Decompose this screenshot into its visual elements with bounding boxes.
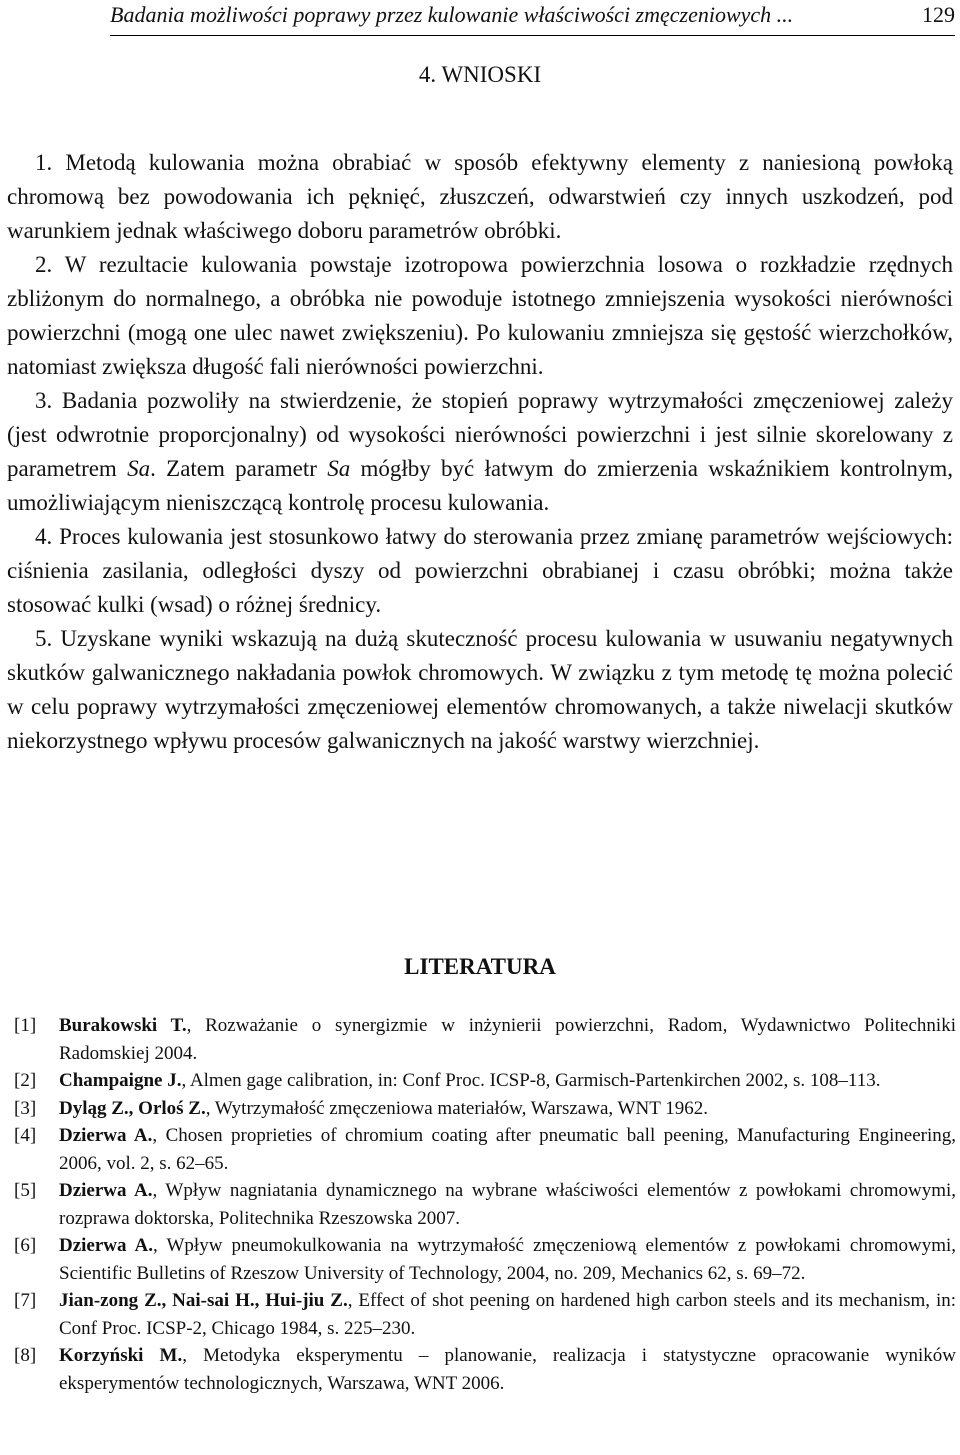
conclusion-2: 2. W rezultacie kulowania powstaje izotropowa powierzchnia losowa o rozkładzie rzędnych zbliżonym do normalnego, a obróbka nie powoduje istotnego zmniejszenia wysokości nierówności powierzchni (mogą one ulec nawet zwiększeniu). Po kulowaniu zmniejsza się gęstość wierzchołków, natomiast zwiększa długość fali nierówności powierzchni. <box>7 252 953 379</box>
reference-text: , Chosen proprieties of chromium coating after pneumatic ball peening, Manufacturing Engineering, 2006, vol. 2, s. 62–65. <box>59 1125 956 1174</box>
reference-item <box>14 1095 956 1123</box>
running-header-title: Badania możliwości poprawy przez kulowanie właściwości zmęczeniowych ... <box>110 2 794 27</box>
reference-number: [4] <box>14 1125 37 1146</box>
conclusion-5: 5. Uzyskane wyniki wskazują na dużą skuteczność procesu kulowania w usuwaniu negatywnych skutków galwanicznego nakładania powłok chromowych. W związku z tym metodę tę można polecić w celu poprawy wytrzymałości zmęczeniowej elementów chromowanych, a także niwelacji skutków niekorzystnego wpływu procesów galwanicznych na jakość warstwy wierzchniej. <box>7 626 953 753</box>
reference-authors: Dzierwa A. <box>59 1235 154 1256</box>
reference-number: [1] <box>14 1015 37 1036</box>
conclusion-3 <box>7 384 953 520</box>
reference-text: , Metodyka eksperymentu – planowanie, realizacja i statystyczne opracowanie wyników eksperymentów technologicznych, Warszawa, WNT 2006. <box>59 1345 956 1394</box>
reference-item <box>14 1177 956 1232</box>
reference-authors: Burakowski T. <box>59 1015 187 1036</box>
reference-item <box>14 1122 956 1177</box>
reference-item <box>14 1342 956 1397</box>
page-number: 129 <box>922 2 955 27</box>
reference-authors: Champaigne J. <box>59 1070 182 1091</box>
conclusion-3-text-b: . Zatem parametr <box>150 456 328 481</box>
reference-item <box>14 1012 956 1067</box>
reference-number: [3] <box>14 1097 37 1119</box>
literature-title: LITERATURA <box>404 954 556 979</box>
reference-text: , Wpływ nagniatania dynamicznego na wybrane właściwości elementów z powłokami chromowymi, rozprawa doktorska, Politechnika Rzeszowska 2007. <box>59 1180 957 1229</box>
reference-text: , Rozważanie o synergizmie w inżynierii powierzchni, Radom, Wydawnictwo Politechniki Radomskiej 2004. <box>59 1015 956 1064</box>
conclusion-1: 1. Metodą kulowania można obrabiać w sposób efektywny elementy z naniesioną powłoką chromową bez powodowania ich pęknięć, złuszczeń, odwarstwień czy innych uszkodzeń, pod warunkiem jednak właściwego doboru parametrów obróbki. <box>7 150 953 243</box>
conclusions-list <box>7 146 953 758</box>
parameter-sa: Sa <box>327 456 351 481</box>
reference-authors: Jian-zong Z., Nai-sai H., Hui-jiu Z. <box>59 1290 348 1311</box>
running-header <box>110 0 955 30</box>
conclusion-3-text-a: 3. Badania pozwoliły na stwierdzenie, że stopień poprawy wytrzymałości zmęczeniowej zależy (jest odwrotnie proporcjonalny) od wysokości nierówności powierzchni i jest silnie skorelowany z parametrem <box>7 388 953 481</box>
reference-text: , Wpływ pneumokulkowania na wytrzymałość zmęczeniową elementów z powłokami chromowymi, Scientific Bulletins of Rzeszow University of Technology, 2004, no. 209, Mechanics 62, s. 69–72. <box>59 1235 956 1284</box>
header-rule <box>110 35 955 36</box>
reference-number: [2] <box>14 1070 37 1091</box>
reference-authors: Dzierwa A. <box>59 1125 153 1146</box>
reference-authors: Dzierwa A. <box>59 1180 153 1201</box>
conclusion-4: 4. Proces kulowania jest stosunkowo łatwy do sterowania przez zmianę parametrów wejściowych: ciśnienia zasilania, odległości dyszy od powierzchni obrabianej i czasu obróbki; można także stosować kulki (wsad) o różnej średnicy. <box>7 524 953 617</box>
reference-item <box>14 1287 956 1342</box>
reference-text: , Wytrzymałość zmęczeniowa materiałów, Warszawa, WNT 1962. <box>205 1097 708 1119</box>
reference-text: , Almen gage calibration, in: Conf Proc. ICSP-8, Garmisch-Partenkirchen 2002, s. 108–113. <box>181 1070 881 1091</box>
reference-number: [6] <box>14 1235 37 1256</box>
reference-list <box>14 1012 956 1397</box>
reference-number: [5] <box>14 1180 37 1201</box>
parameter-sa: Sa <box>127 456 151 481</box>
reference-number: [8] <box>14 1345 37 1366</box>
section-title: 4. WNIOSKI <box>418 62 542 87</box>
conclusion-3-text-c: mógłby być łatwym do zmierzenia wskaźnikiem kontrolnym, umożliwiającym nieniszczącą kontrolę procesu kulowania. <box>7 456 953 515</box>
reference-authors: Dyląg Z., Orloś Z. <box>59 1097 206 1119</box>
reference-text: , Effect of shot peening on hardened high carbon steels and its mechanism, in: Conf Proc. ICSP-2, Chicago 1984, s. 225–230. <box>59 1290 957 1339</box>
reference-item <box>14 1232 956 1287</box>
reference-item <box>14 1067 956 1095</box>
reference-authors: Korzyński M. <box>59 1345 183 1366</box>
reference-number: [7] <box>14 1290 37 1311</box>
